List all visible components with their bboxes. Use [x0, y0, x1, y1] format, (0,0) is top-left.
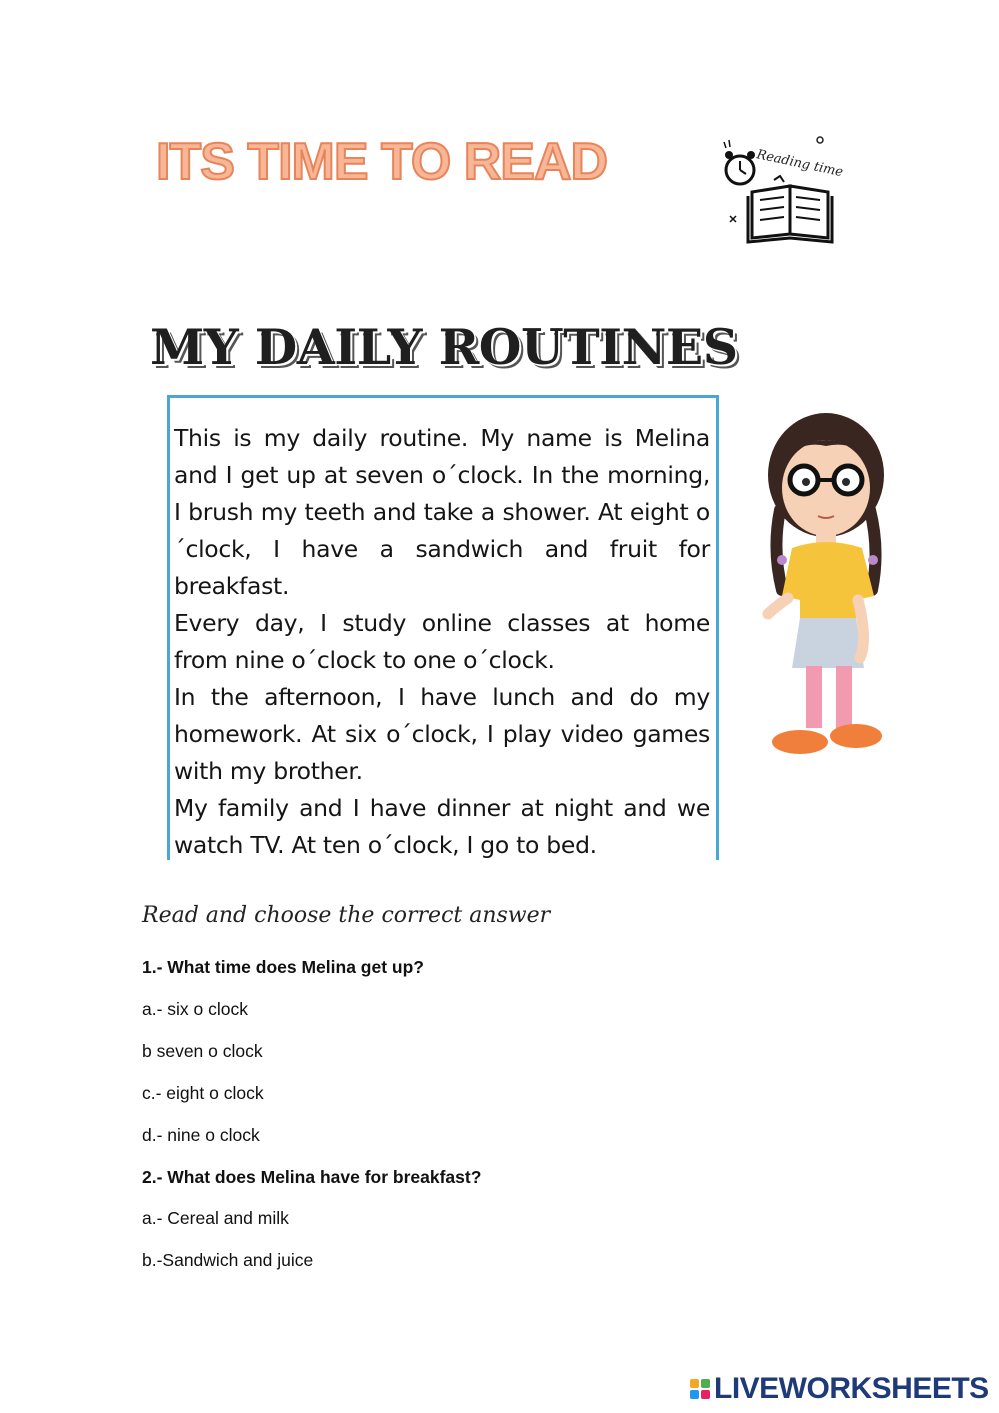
story-paragraph: This is my daily routine. My name is Melina and I get up at seven o´clock. In the morning, I brush my teeth and take a shower. At eight o´clock, I have a sandwich and fruit for breakfast. [174, 424, 710, 600]
worksheet-title: ITS TIME TO READ [156, 133, 608, 191]
story-text-box [167, 395, 719, 860]
logo-text: LIVEWORKSHEETS [714, 1372, 989, 1405]
girl-illustration [752, 400, 912, 770]
logo-block [701, 1390, 710, 1399]
story-paragraph: Every day, I study online classes at home from nine o´clock to one o´clock. [174, 609, 710, 674]
logo-block [690, 1390, 699, 1399]
answer-option[interactable]: c.- eight o clock [142, 1083, 264, 1103]
question-1: 1.- What time does Melina get up? [142, 957, 424, 977]
answer-option[interactable]: b seven o clock [142, 1041, 263, 1061]
liveworksheets-logo[interactable] [690, 1372, 989, 1406]
story-paragraph: In the afternoon, I have lunch and do my homework. At six o´clock, I play video games with my brother. [174, 683, 710, 785]
answer-option[interactable]: d.- nine o clock [142, 1125, 260, 1145]
reading-time-label: Reading time [755, 147, 845, 181]
logo-blocks-icon [690, 1379, 710, 1399]
instruction-text: Read and choose the correct answer [142, 903, 551, 928]
story-paragraph: My family and I have dinner at night and we watch TV. At ten o´clock, I go to bed. [174, 794, 710, 859]
logo-block [690, 1379, 699, 1388]
story-heading: MY DAILY ROUTINES [150, 318, 738, 376]
answer-option[interactable]: b.-Sandwich and juice [142, 1250, 314, 1270]
answer-option[interactable]: a.- Cereal and milk [142, 1208, 289, 1228]
reading-time-icon [712, 130, 852, 250]
question-2: 2.- What does Melina have for breakfast? [142, 1167, 482, 1187]
logo-block [701, 1379, 710, 1388]
answer-option[interactable]: a.- six o clock [142, 999, 248, 1019]
